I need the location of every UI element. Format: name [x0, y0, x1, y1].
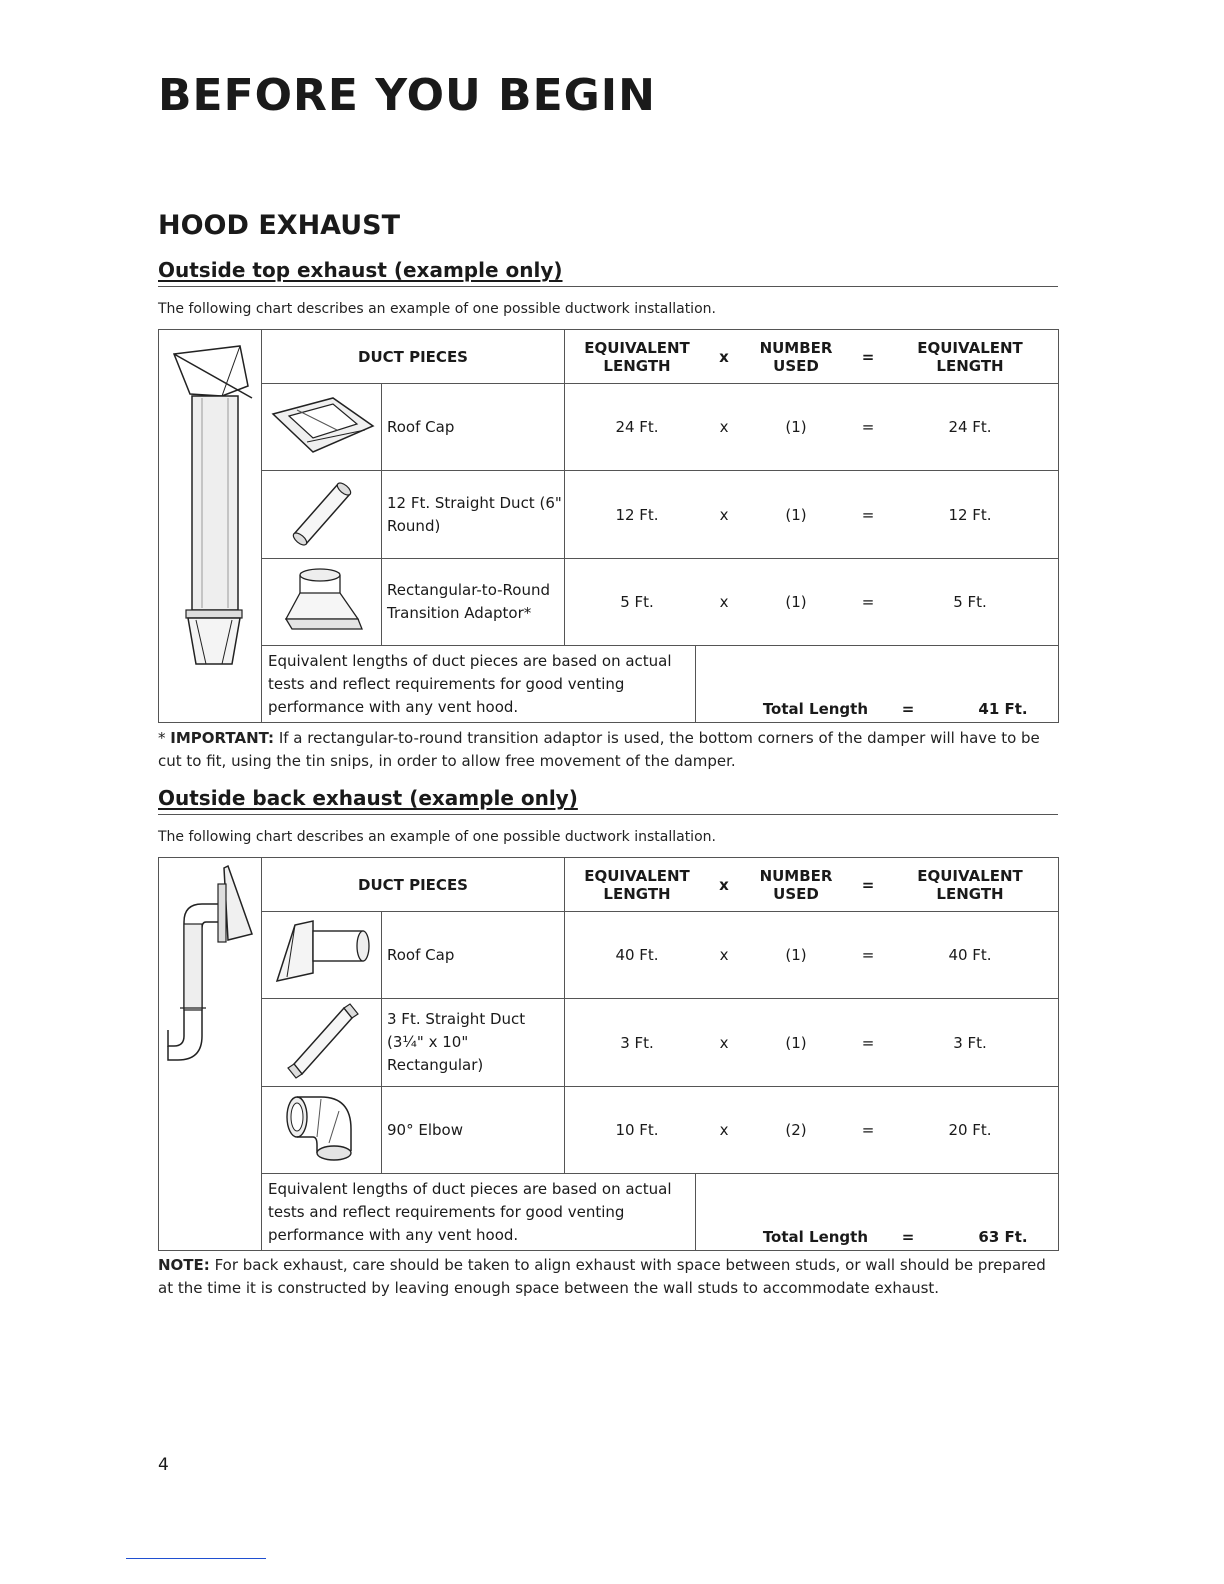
straight-duct-icon-cell	[262, 471, 382, 559]
equivalent-length-total-header: EQUIVALENT LENGTH	[917, 866, 1023, 903]
equivalent-length-total-value: 5 Ft.	[953, 593, 987, 611]
equals-sign: =	[861, 593, 875, 611]
equivalent-length-total-value: 24 Ft.	[948, 418, 992, 436]
wall-cap-icon-cell	[262, 912, 382, 999]
duct-pieces-header: DUCT PIECES	[262, 330, 565, 384]
top-exhaust-table	[158, 329, 1059, 723]
equivalent-length-header: EQUIVALENT LENGTH	[584, 338, 690, 375]
equivalent-length-value: 10 Ft.	[615, 1121, 659, 1139]
calc-header	[565, 858, 1059, 912]
times-sign: x	[719, 418, 729, 436]
footnote-star: *	[158, 729, 171, 747]
calc-header	[565, 330, 1059, 384]
total-length-value: 41 Ft.	[978, 700, 1028, 718]
note-total-cell	[262, 646, 1059, 723]
back-exhaust-note	[158, 1254, 1058, 1300]
straight-duct-icon	[282, 476, 362, 550]
table-row	[159, 912, 1059, 999]
back-exhaust-heading-text: Outside back exhaust (example only)	[158, 786, 578, 810]
number-used-value: (2)	[785, 1121, 807, 1139]
bottom-rule	[126, 1558, 266, 1559]
equals-sign: =	[861, 946, 875, 964]
number-used-value: (1)	[785, 505, 807, 524]
note-label: NOTE:	[158, 1256, 210, 1274]
times-header: x	[719, 347, 729, 366]
equals-header: =	[861, 875, 875, 894]
roof-cap-icon	[267, 390, 377, 460]
equivalent-note: Equivalent lengths of duct pieces are based on actual tests and reflect requirements for good venting performance with any vent hood.	[262, 1174, 696, 1250]
calc-cell	[565, 1087, 1059, 1174]
times-header: x	[719, 875, 729, 894]
equivalent-length-header: EQUIVALENT LENGTH	[584, 866, 690, 903]
important-text: If a rectangular-to-round transition adaptor is used, the bottom corners of the damper will have to be cut to fit, using the tin snips, in order to allow free movement of the damper.	[158, 729, 1040, 770]
top-exhaust-heading	[158, 258, 1058, 287]
note-total-cell	[262, 1174, 1059, 1251]
equivalent-length-value: 3 Ft.	[620, 1033, 654, 1052]
calc-cell	[565, 384, 1059, 471]
number-used-value: (1)	[785, 418, 807, 436]
total-equals: =	[901, 1228, 915, 1246]
total-row	[159, 1174, 1059, 1251]
back-exhaust-intro: The following chart describes an example of one possible ductwork installation.	[158, 829, 716, 845]
page-title: BEFORE YOU BEGIN	[158, 70, 656, 121]
equivalent-length-total-value: 12 Ft.	[948, 505, 992, 524]
times-sign: x	[719, 946, 729, 964]
equivalent-note: Equivalent lengths of duct pieces are based on actual tests and reflect requirements for good venting performance with any vent hood.	[262, 646, 696, 722]
total-length-value: 63 Ft.	[978, 1228, 1028, 1246]
top-exhaust-intro: The following chart describes an example of one possible ductwork installation.	[158, 301, 716, 317]
roof-cap-icon-cell	[262, 384, 382, 471]
equals-sign: =	[861, 1033, 875, 1052]
transition-adaptor-icon-cell	[262, 559, 382, 646]
back-exhaust-assembly-icon	[162, 864, 258, 1064]
total-equals: =	[901, 700, 915, 718]
important-note	[158, 727, 1058, 773]
calc-cell	[565, 471, 1059, 559]
number-used-value: (1)	[785, 946, 807, 964]
number-used-value: (1)	[785, 1033, 807, 1052]
rectangular-duct-icon-cell	[262, 999, 382, 1087]
equivalent-length-total-value: 3 Ft.	[953, 1033, 987, 1052]
table-row	[159, 559, 1059, 646]
times-sign: x	[719, 1033, 729, 1052]
piece-name: 12 Ft. Straight Duct (6" Round)	[382, 471, 565, 559]
elbow-icon	[277, 1089, 367, 1167]
equivalent-length-value: 5 Ft.	[620, 593, 654, 611]
back-exhaust-heading	[158, 786, 1058, 815]
piece-name: Roof Cap	[382, 912, 565, 999]
equals-header: =	[861, 347, 875, 366]
wall-cap-icon	[267, 917, 377, 989]
equals-sign: =	[861, 505, 875, 524]
equivalent-length-value: 40 Ft.	[615, 946, 659, 964]
duct-pieces-header: DUCT PIECES	[262, 858, 565, 912]
calc-cell	[565, 999, 1059, 1087]
page-number: 4	[158, 1455, 169, 1475]
number-used-header: NUMBER USED	[759, 338, 833, 375]
table-row	[159, 999, 1059, 1087]
number-used-value: (1)	[785, 593, 807, 611]
top-exhaust-assembly-icon	[162, 338, 258, 678]
calc-cell	[565, 912, 1059, 999]
piece-name: 90° Elbow	[382, 1087, 565, 1174]
equals-sign: =	[861, 1121, 875, 1139]
back-exhaust-diagram-cell	[159, 858, 262, 1251]
calc-cell	[565, 559, 1059, 646]
top-exhaust-heading-text: Outside top exhaust (example only)	[158, 258, 563, 282]
equivalent-length-total-header: EQUIVALENT LENGTH	[917, 338, 1023, 375]
table-row	[159, 471, 1059, 559]
note-text: For back exhaust, care should be taken to align exhaust with space between studs, or wall should be prepared at the time it is constructed by leaving enough space between the wall studs to accommodate exhaust.	[158, 1256, 1046, 1297]
equivalent-length-total-value: 20 Ft.	[948, 1121, 992, 1139]
equals-sign: =	[861, 418, 875, 436]
piece-name: 3 Ft. Straight Duct (3¼" x 10" Rectangular)	[382, 999, 565, 1087]
elbow-icon-cell	[262, 1087, 382, 1174]
total-length-label: Total Length	[762, 1228, 869, 1246]
transition-adaptor-icon	[272, 563, 372, 637]
piece-name: Rectangular-to-Round Transition Adaptor*	[382, 559, 565, 646]
important-label: IMPORTANT:	[170, 729, 275, 747]
back-exhaust-table	[158, 857, 1059, 1251]
times-sign: x	[719, 1121, 729, 1139]
piece-name: Roof Cap	[382, 384, 565, 471]
times-sign: x	[719, 505, 729, 524]
equivalent-length-value: 24 Ft.	[615, 418, 659, 436]
table-row	[159, 1087, 1059, 1174]
top-exhaust-diagram-cell	[159, 330, 262, 723]
total-row	[159, 646, 1059, 723]
total-length-label: Total Length	[762, 700, 869, 718]
rectangular-duct-icon	[280, 1002, 364, 1080]
equivalent-length-total-value: 40 Ft.	[948, 946, 992, 964]
table-row	[159, 384, 1059, 471]
number-used-header: NUMBER USED	[759, 866, 833, 903]
times-sign: x	[719, 593, 729, 611]
section-title: HOOD EXHAUST	[158, 210, 401, 241]
equivalent-length-value: 12 Ft.	[615, 505, 659, 524]
